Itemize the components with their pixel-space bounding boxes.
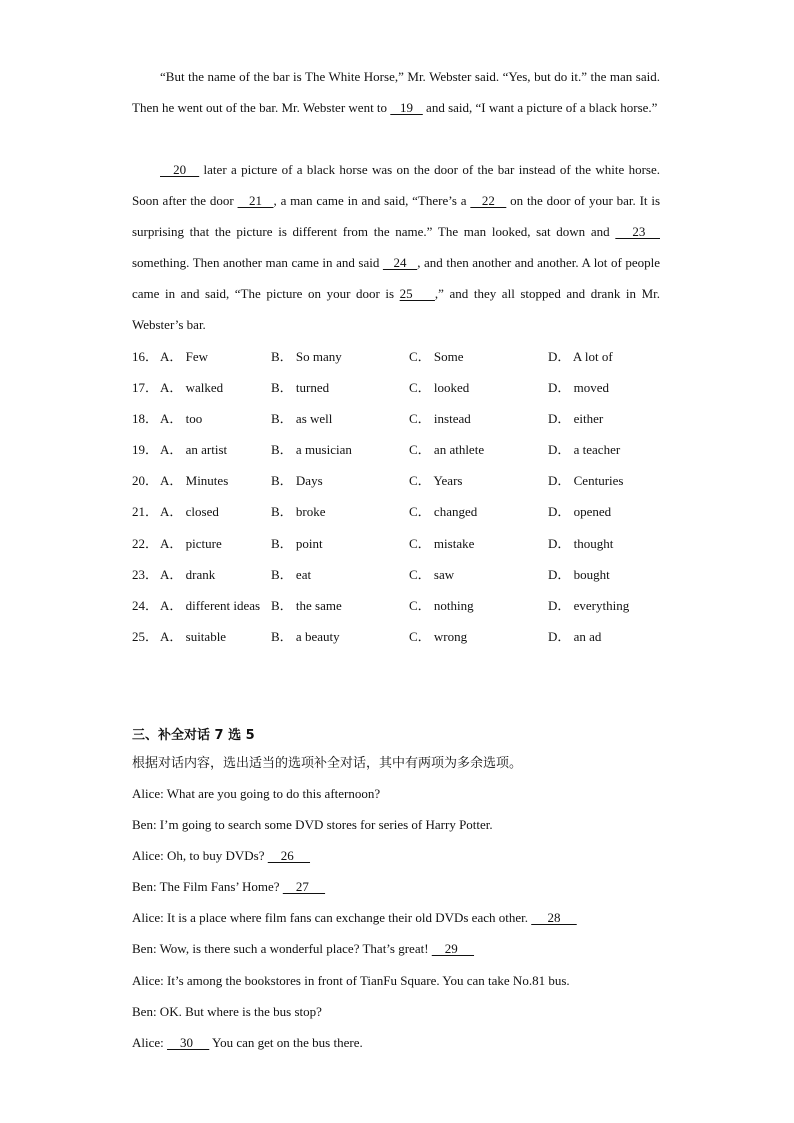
- question-number: 19．: [132, 442, 159, 458]
- option-a: A． picture: [160, 535, 222, 551]
- text-segment: ,” and they all stopped and drank in Mr. Webster’s bar.: [132, 286, 661, 332]
- option-d: D． opened: [548, 504, 612, 520]
- dialogue-line: [132, 871, 692, 902]
- section-title: 三、补全对话 7 选 5: [132, 728, 255, 743]
- option-d: D． bought: [548, 566, 610, 582]
- option-a: A． an artist: [160, 442, 228, 458]
- question-number: 21．: [132, 504, 159, 520]
- question-number: 16．: [132, 349, 159, 364]
- dialogue-line: [132, 778, 692, 809]
- text-segment: Alice: It is a place where film fans can exchange their old DVDs each other.: [132, 910, 532, 926]
- dialogue-line: [132, 809, 692, 840]
- option-d: D． a teacher: [548, 442, 621, 458]
- option-c: C． Some: [409, 349, 464, 364]
- dialogue-line: [132, 1027, 692, 1058]
- option-b: B． Days: [271, 473, 323, 489]
- text-segment: Alice: It’s among the bookstores in front of TianFu Square. You can take No.81 bus.: [132, 972, 570, 988]
- question-options: [132, 341, 692, 652]
- text-segment: on the door of your bar. It is surprising that the picture is different from the name.” The man looked, sat down and: [132, 193, 661, 239]
- paragraph-content: [132, 162, 660, 332]
- text-segment: Alice: Oh, to buy DVDs?: [132, 848, 268, 864]
- option-a: A． too: [160, 411, 203, 427]
- question-row: [132, 341, 692, 372]
- option-c: C． looked: [409, 380, 470, 396]
- answer-blank: 22: [470, 193, 507, 208]
- question-number: 17．: [132, 380, 159, 396]
- text-segment: Alice: What are you going to do this afternoon?: [132, 786, 381, 801]
- question-row: [132, 465, 692, 496]
- question-row: [132, 372, 692, 403]
- option-c: C． instead: [409, 411, 471, 427]
- option-a: A． different ideas: [160, 597, 261, 613]
- text-segment: , and then another and another. A lot of people came in and said, “The picture on your door is: [132, 255, 661, 301]
- option-b: B． So many: [271, 349, 342, 364]
- question-number: 22．: [132, 535, 159, 551]
- answer-blank: 27: [282, 879, 326, 895]
- answer-blank: 25: [399, 286, 435, 301]
- question-number: 24．: [132, 597, 159, 613]
- answer-blank: 20: [160, 162, 200, 177]
- option-a: A． closed: [160, 504, 219, 520]
- text-segment: “But the name of the bar is The White Horse,” Mr. Webster said. “Yes, but do it.” the man said. Then he went out of the bar. Mr. Webster went to: [132, 69, 660, 115]
- question-number: 25．: [132, 628, 159, 644]
- option-b: B． a beauty: [271, 628, 340, 644]
- option-a: A． drank: [160, 566, 216, 582]
- option-c: C． saw: [409, 566, 455, 582]
- option-c: C． nothing: [409, 597, 474, 613]
- option-b: B． eat: [271, 566, 312, 582]
- text-segment: Ben: OK. But where is the bus stop?: [132, 1003, 322, 1019]
- option-b: B． broke: [271, 504, 326, 520]
- option-c: C． wrong: [409, 628, 468, 644]
- text-segment: Alice:: [132, 1034, 168, 1050]
- answer-blank: 24: [382, 255, 418, 270]
- text-segment: Ben: Wow, is there such a wonderful place? That’s great!: [132, 941, 432, 957]
- option-d: D． moved: [548, 380, 610, 396]
- text-segment: later a picture of a black horse was on the door of the bar instead of the white horse. Soon after the door: [132, 162, 661, 208]
- option-d: D． either: [548, 411, 604, 427]
- option-d: D． Centuries: [548, 473, 624, 489]
- option-b: B． point: [271, 535, 323, 551]
- passage-paragraph-2: [132, 154, 660, 340]
- question-row: [132, 590, 692, 621]
- answer-blank: 19: [390, 100, 423, 115]
- option-d: D． everything: [548, 597, 630, 613]
- option-b: B． the same: [271, 597, 342, 613]
- answer-blank: 29: [431, 941, 475, 957]
- section-instruction: 根据对话内容，选出适当的选项补全对话，其中有两项为多余选项。: [132, 756, 523, 771]
- option-b: B． a musician: [271, 442, 352, 458]
- question-row: [132, 434, 692, 465]
- option-c: C． Years: [409, 473, 463, 489]
- question-number: 18．: [132, 411, 159, 427]
- option-d: D． an ad: [548, 628, 602, 644]
- text-segment: Ben: I’m going to search some DVD stores for series of Harry Potter.: [132, 817, 493, 833]
- dialogue: [132, 778, 692, 1058]
- option-a: A． Few: [160, 349, 209, 364]
- question-row: [132, 528, 692, 559]
- answer-blank: 23: [615, 224, 660, 239]
- question-row: [132, 403, 692, 434]
- question-row: [132, 496, 692, 527]
- text-segment: Ben: The Film Fans’ Home?: [132, 879, 283, 895]
- paragraph-content: [132, 69, 660, 115]
- option-b: B． as well: [271, 411, 333, 427]
- option-d: D． thought: [548, 535, 614, 551]
- dialogue-line: [132, 902, 692, 933]
- passage-paragraph-1: [132, 61, 660, 123]
- question-row: [132, 621, 692, 652]
- dialogue-line: [132, 965, 692, 996]
- answer-blank: 28: [531, 910, 577, 926]
- option-d: D． A lot of: [548, 349, 613, 364]
- question-number: 20．: [132, 473, 159, 489]
- answer-blank: 26: [267, 848, 311, 864]
- option-b: B． turned: [271, 380, 330, 396]
- question-number: 23．: [132, 566, 159, 582]
- text-segment: , a man came in and said, “There’s a: [273, 193, 471, 208]
- option-c: C． changed: [409, 504, 478, 520]
- answer-blank: 21: [237, 193, 274, 208]
- answer-blank: 30: [167, 1034, 210, 1050]
- dialogue-line: [132, 840, 692, 871]
- option-c: C． an athlete: [409, 442, 485, 458]
- dialogue-line: [132, 996, 692, 1027]
- option-a: A． Minutes: [160, 473, 229, 489]
- text-segment: something. Then another man came in and said: [132, 255, 383, 270]
- dialogue-line: [132, 933, 692, 964]
- option-a: A． suitable: [160, 628, 227, 644]
- option-c: C． mistake: [409, 535, 475, 551]
- option-a: A． walked: [160, 380, 224, 396]
- question-row: [132, 559, 692, 590]
- text-segment: You can get on the bus there.: [209, 1034, 363, 1050]
- text-segment: and said, “I want a picture of a black horse.”: [422, 100, 658, 115]
